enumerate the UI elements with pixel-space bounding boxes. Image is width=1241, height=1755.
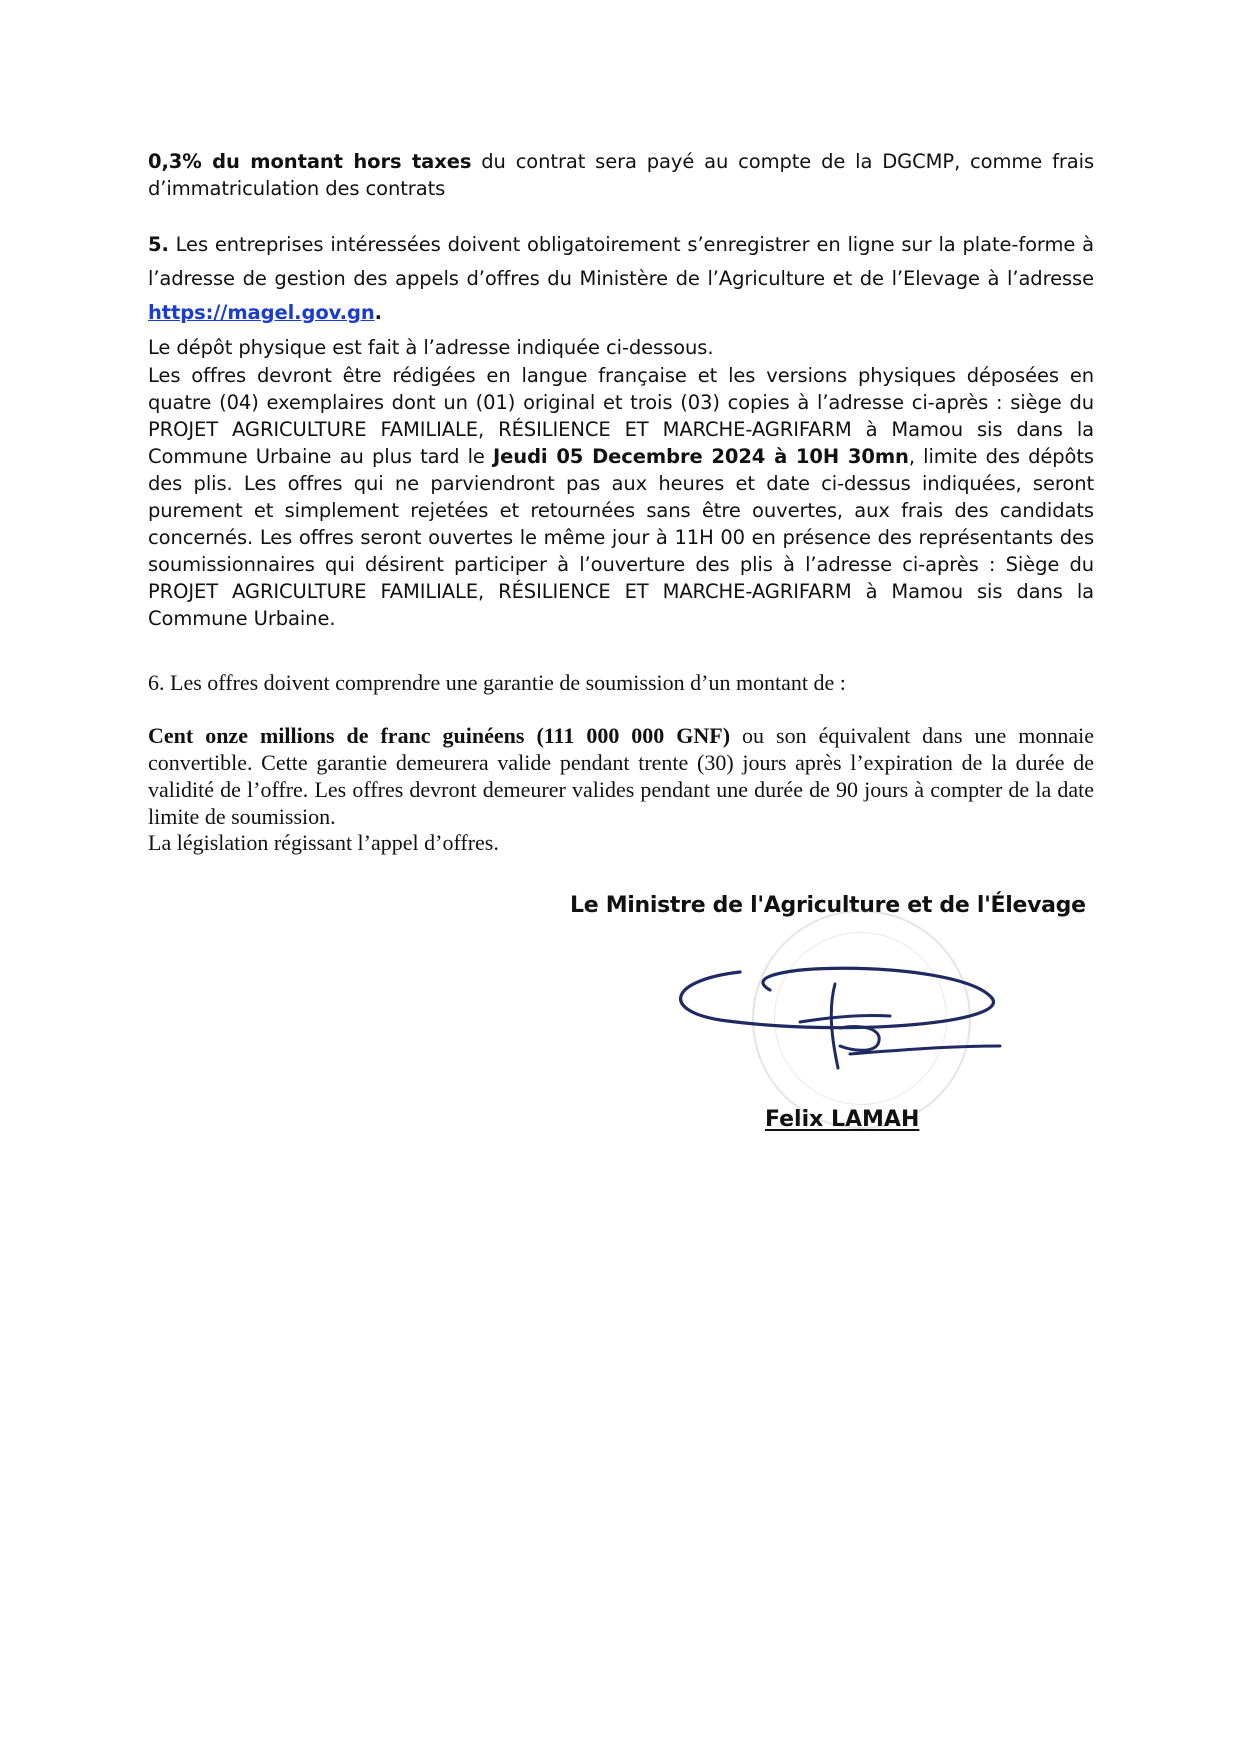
registration-text: Les entreprises intéressées doivent obligatoirement s’enregistrer en ligne sur la plate-forme à l’adresse de gestion des appels d’offres du Ministère de l’Agriculture et de l’Elevage à l’adresse [148, 233, 1094, 290]
guarantee-amount: Cent onze millions de franc guinéens (111 000 000 GNF) [148, 723, 731, 748]
registration-paragraph [148, 228, 1094, 330]
handwritten-signature [660, 950, 1020, 1080]
fee-percentage-label: 0,3% du montant hors taxes [148, 150, 472, 173]
guarantee-text: ou son équivalent dans une monnaie convertible. Cette garantie demeurera valide pendant trente (30) jours après l’expiration de la durée de validité de l’offre. Les offres devront demeurer valides pendant une durée de 90 jours à compter de la date limite de soumission. [148, 723, 1094, 829]
minister-title: Le Ministre de l'Agriculture et de l'Élevage [570, 893, 1086, 918]
signer-name: Felix LAMAH [765, 1107, 920, 1132]
guarantee-amount-paragraph [148, 722, 1094, 830]
magel-website-link[interactable]: https://magel.gov.gn [148, 301, 375, 324]
submission-text-after: , limite des dépôts des plis. Les offres qui ne parviendront pas aux heures et date ci-dessus indiquées, seront purement et simplement rejetées et retournées sans être ouvertes, aux frais des candidats concernés. Les offres seront ouvertes le même jour à 11H 00 en présence des représentants des soumissionnaires qui désirent participer à l’ouverture des plis à l’adresse ci-après : Siège du PROJET AGRICULTURE FAMILIALE, RÉSILIENCE ET MARCHE-AGRIFARM à Mamou sis dans la Commune Urbaine. [148, 445, 1094, 630]
legislation-paragraph: La législation régissant l’appel d’offres. [148, 830, 499, 855]
guarantee-intro-paragraph: 6. Les offres doivent comprendre une garantie de soumission d’un montant de : [148, 670, 846, 695]
fee-description: du contrat sera payé au compte de la DGCMP, comme frais d’immatriculation des contrats [148, 150, 1095, 200]
submission-deadline: Jeudi 05 Decembre 2024 à 10H 30mn [493, 445, 909, 468]
submission-instructions-paragraph [148, 362, 1094, 632]
link-period: . [374, 301, 382, 324]
submission-text-before: Les offres devront être rédigées en langue française et les versions physiques déposées en quatre (04) exemplaires dont un (01) original et trois (03) copies à l’adresse ci-après : siège du PROJET AGRICULTURE FAMILIALE, RÉSILIENCE ET MARCHE-AGRIFARM à Mamou sis dans la Commune Urbaine au plus tard le [148, 364, 1094, 468]
contract-fee-paragraph [148, 148, 1094, 202]
section-number: 5. [148, 233, 169, 256]
physical-deposit-paragraph: Le dépôt physique est fait à l’adresse indiquée ci-dessous. [148, 336, 714, 359]
